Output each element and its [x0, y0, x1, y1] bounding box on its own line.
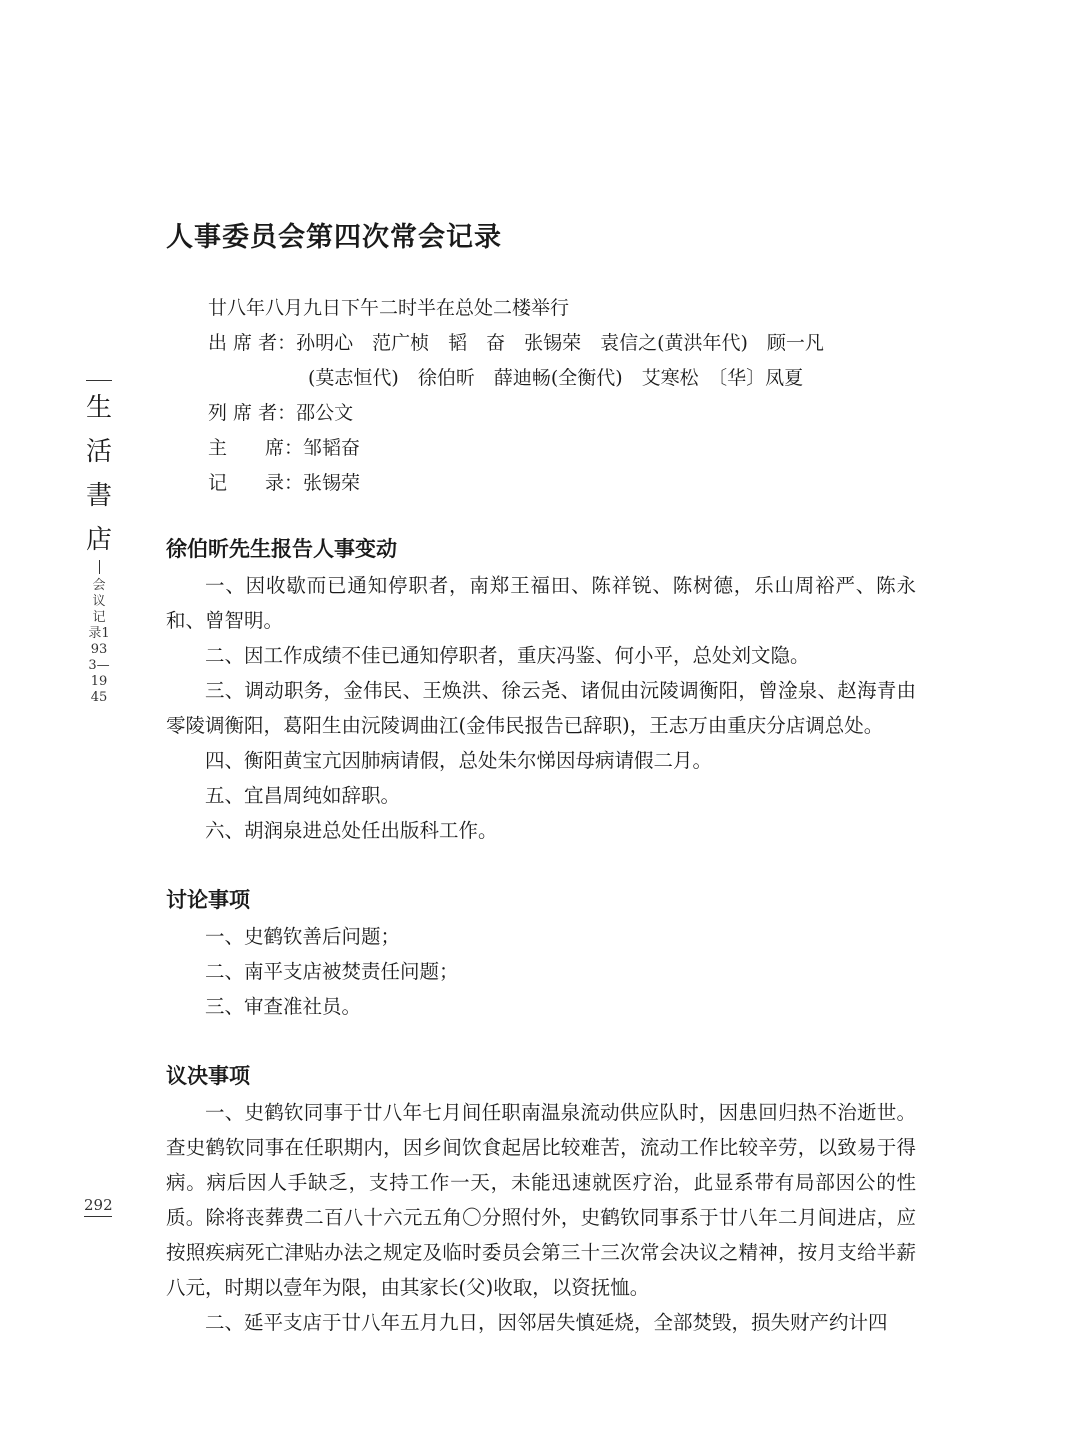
paragraph: 一、因收歇而已通知停职者，南郑王福田、陈祥锐、陈树德，乐山周裕严、陈永和、曾智明。: [166, 574, 916, 632]
side-book-title-char: 店: [85, 525, 112, 555]
page-number-rule: [84, 1216, 112, 1217]
paragraph: 六、胡润泉进总处任出版科工作。: [205, 819, 498, 842]
observers-line: 列 席 者：邵公文: [208, 402, 354, 424]
attendees-line: 出 席 者：孙明心 范广桢 韬 奋 张锡荣 袁信之(黄洪年代) 顾一凡: [208, 332, 824, 354]
section-heading: 徐伯昕先生报告人事变动: [166, 537, 397, 561]
paragraph: 一、史鹤钦同事于廿八年七月间任职南温泉流动供应队时，因患回归热不治逝世。查史鹤钦同事在任职期内，因乡间饮食起居比较难苦，流动工作比较辛劳，以致易于得病。病后因人手缺乏，支持工作一天，未能迅速就医疗治，此显系带有局部因公的性质。除将丧葬费二百八十六元五角〇分照付外，史鹤钦同事系于廿八年二月间进店，应按照疾病死亡津贴办法之规定及临时委员会第三十三次常会决议之精神，按月支给半薪八元，时期以壹年为限，由其家长(父)收取，以资抚恤。: [166, 1101, 916, 1299]
paragraph: 二、南平支店被焚责任问题；: [205, 960, 459, 983]
page-number: 292: [84, 1196, 113, 1214]
paragraph: 三、调动职务，金伟民、王焕洪、徐云尧、诸侃由沅陵调衡阳，曾淦泉、赵海青由零陵调衡阳，葛阳生由沅陵调曲江(金伟民报告已辞职)，王志万由重庆分店调总处。: [166, 679, 916, 737]
paragraph: 二、延平支店于廿八年五月九日，因邻居失慎延烧，全部焚毁，损失财产约计四: [205, 1311, 888, 1334]
paragraph: 一、史鹤钦善后问题；: [205, 925, 401, 948]
section-heading: 议决事项: [166, 1064, 250, 1088]
meeting-info: [208, 291, 928, 501]
side-book-title: [82, 386, 116, 562]
section-heading: 讨论事项: [166, 888, 250, 912]
side-subtitle-rule: [99, 560, 100, 574]
side-subtitle: 会议记录1933—1945: [88, 578, 110, 705]
section-personnel-report: [166, 530, 916, 848]
paragraph: 三、审查准社员。: [205, 995, 362, 1018]
meeting-time-place: 廿八年八月九日下午二时半在总处二楼举行: [208, 297, 570, 319]
side-book-title-char: 活: [85, 437, 112, 467]
paragraph: 四、衡阳黄宝亢因肺病请假，总处朱尔悌因母病请假二月。: [205, 749, 713, 772]
side-title-rule: [86, 380, 112, 381]
section-discussion-items: [166, 881, 916, 1024]
side-book-title-char: 生: [85, 393, 112, 423]
paragraph: 五、宜昌周纯如辞职。: [205, 784, 401, 807]
chair-line: 主 席：邹韬奋: [208, 437, 361, 459]
page-title: 人事委员会第四次常会记录: [166, 222, 502, 253]
section-resolutions: [166, 1057, 916, 1340]
paragraph: 二、因工作成绩不佳已通知停职者，重庆冯鉴、何小平，总处刘文隐。: [205, 644, 810, 667]
side-book-title-char: 書: [85, 481, 112, 511]
recorder-line: 记 录：张锡荣: [208, 472, 361, 494]
document-body: [166, 530, 916, 1373]
attendees-line-continued: (莫志恒代) 徐伯昕 薛迪畅(全衡代) 艾寒松 〔华〕凤夏: [308, 367, 804, 389]
